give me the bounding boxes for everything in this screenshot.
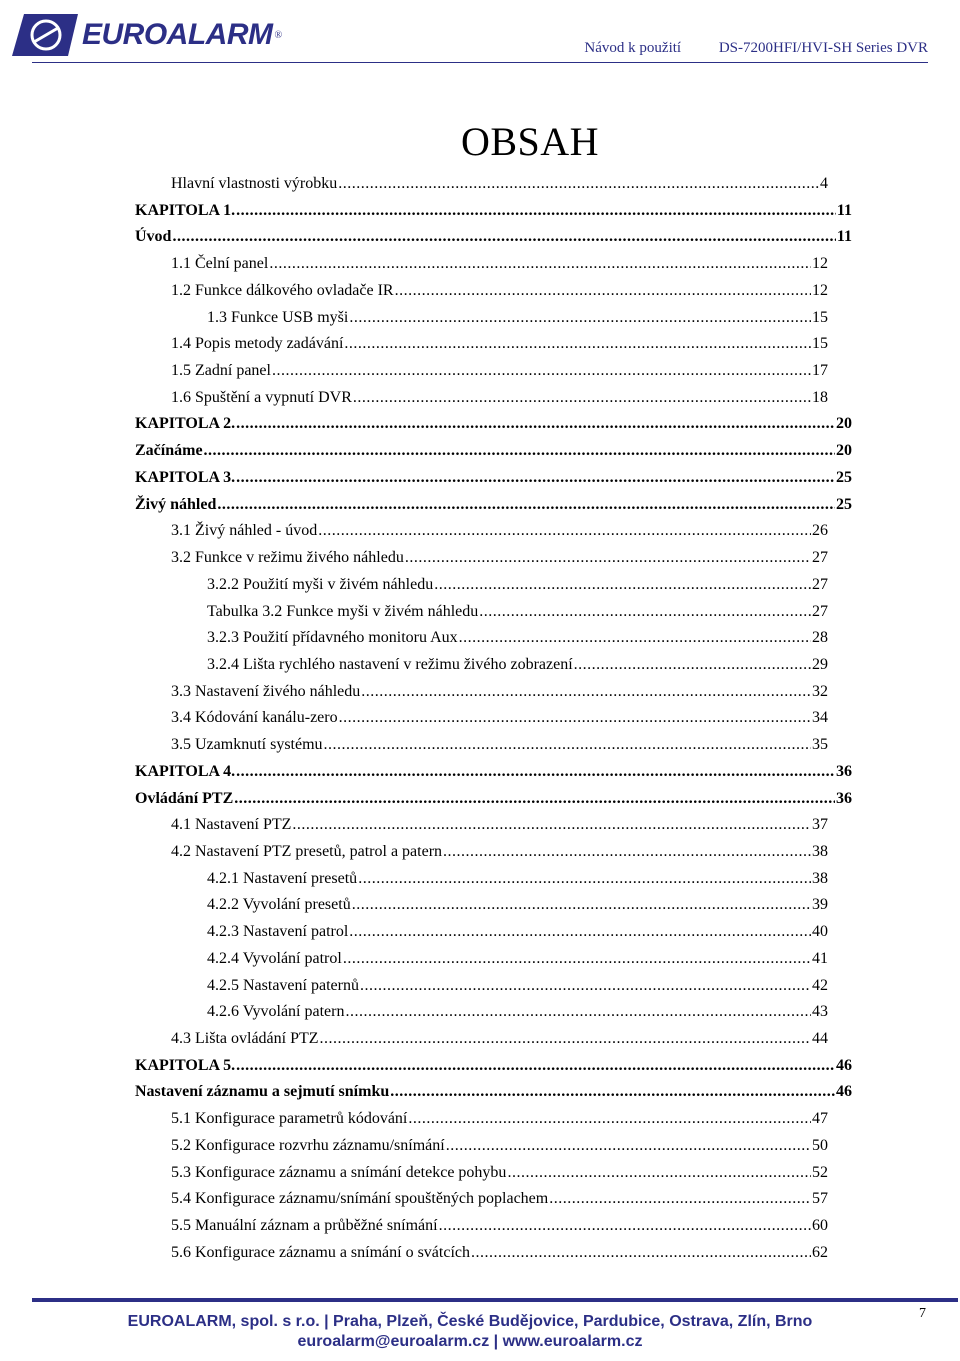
toc-entry-label: Ovládání PTZ bbox=[135, 789, 234, 807]
toc-entry-page: 18 bbox=[812, 388, 828, 406]
toc-entry-label: 3.2.4 Lišta rychlého nastavení v režimu živého zobrazení bbox=[207, 655, 573, 673]
toc-entry-label: KAPITOLA 2. bbox=[135, 415, 236, 433]
toc-entry-label: Živý náhled bbox=[135, 495, 217, 513]
toc-entry-page: 47 bbox=[812, 1110, 828, 1128]
header-doc-type: Návod k použití bbox=[584, 40, 682, 56]
toc-entry-label: KAPITOLA 1. bbox=[135, 201, 236, 219]
toc-entry-page: 50 bbox=[812, 1136, 828, 1154]
toc-dot-leader bbox=[361, 681, 811, 703]
toc-entry[interactable] bbox=[207, 975, 828, 997]
euroalarm-logo-icon bbox=[10, 12, 80, 58]
toc-entry-label: 1.2 Funkce dálkového ovladače IR bbox=[171, 281, 394, 299]
toc-dot-leader bbox=[324, 734, 811, 756]
toc-entry-page: 44 bbox=[812, 1030, 828, 1048]
toc-entry[interactable] bbox=[135, 200, 852, 222]
toc-dot-leader bbox=[318, 520, 811, 542]
toc-entry-page: 41 bbox=[812, 949, 828, 967]
toc-entry[interactable] bbox=[207, 601, 828, 623]
toc-entry[interactable] bbox=[171, 681, 828, 703]
toc-entry-page: 25 bbox=[836, 495, 852, 513]
toc-entry[interactable] bbox=[171, 814, 828, 836]
toc-entry[interactable] bbox=[171, 280, 828, 302]
toc-entry-label: 4.2.6 Vyvolání patern bbox=[207, 1003, 345, 1021]
toc-entry[interactable] bbox=[171, 1188, 828, 1210]
toc-dot-leader bbox=[353, 387, 811, 409]
toc-entry-page: 27 bbox=[812, 602, 828, 620]
toc-entry[interactable] bbox=[207, 921, 828, 943]
toc-entry-label: 3.2 Funkce v režimu živého náhledu bbox=[171, 549, 404, 567]
toc-entry-label: Nastavení záznamu a sejmutí snímku bbox=[135, 1083, 390, 1101]
toc-entry-page: 57 bbox=[812, 1190, 828, 1208]
toc-entry[interactable] bbox=[135, 413, 852, 435]
toc-entry[interactable] bbox=[171, 1162, 828, 1184]
toc-entry-label: 3.4 Kódování kanálu-zero bbox=[171, 709, 338, 727]
toc-entry[interactable] bbox=[171, 1242, 828, 1264]
toc-entry[interactable] bbox=[135, 1055, 852, 1077]
toc-entry[interactable] bbox=[171, 841, 828, 863]
toc-entry-label: 4.2.2 Vyvolání presetů bbox=[207, 896, 351, 914]
toc-dot-leader bbox=[236, 467, 835, 489]
toc-entry-label: KAPITOLA 5. bbox=[135, 1056, 236, 1074]
toc-entry[interactable] bbox=[171, 1215, 828, 1237]
toc-entry-page: 12 bbox=[812, 255, 828, 273]
toc-entry-label: 5.6 Konfigurace záznamu a snímání o svátcích bbox=[171, 1243, 470, 1261]
toc-entry-page: 43 bbox=[812, 1003, 828, 1021]
toc-dot-leader bbox=[459, 627, 811, 649]
toc-entry-page: 20 bbox=[836, 415, 852, 433]
footer-divider bbox=[32, 1298, 958, 1302]
toc-entry[interactable] bbox=[207, 307, 828, 329]
toc-entry-label: 1.5 Zadní panel bbox=[171, 362, 271, 380]
header-divider bbox=[32, 62, 928, 63]
toc-dot-leader bbox=[549, 1188, 811, 1210]
toc-entry-label: 3.2.3 Použití přídavného monitoru Aux bbox=[207, 629, 458, 647]
header-doc-model: DS-7200HFI/HVI-SH Series DVR bbox=[718, 40, 928, 56]
toc-entry-label: 4.3 Lišta ovládání PTZ bbox=[171, 1030, 319, 1048]
toc-entry-page: 32 bbox=[812, 682, 828, 700]
toc-entry[interactable] bbox=[171, 173, 828, 195]
toc-entry-page: 62 bbox=[812, 1243, 828, 1261]
toc-entry[interactable] bbox=[207, 894, 828, 916]
toc-entry[interactable] bbox=[135, 788, 852, 810]
toc-dot-leader bbox=[236, 413, 835, 435]
toc-entry[interactable] bbox=[135, 1081, 852, 1103]
toc-dot-leader bbox=[339, 707, 811, 729]
toc-entry-page: 17 bbox=[812, 362, 828, 380]
toc-entry-page: 42 bbox=[812, 976, 828, 994]
toc-entry-label: Začínáme bbox=[135, 442, 203, 460]
toc-entry-page: 36 bbox=[836, 762, 852, 780]
toc-dot-leader bbox=[338, 173, 819, 195]
toc-dot-leader bbox=[360, 975, 811, 997]
toc-entry[interactable] bbox=[135, 467, 852, 489]
toc-dot-leader bbox=[446, 1135, 811, 1157]
toc-entry-page: 34 bbox=[812, 709, 828, 727]
toc-entry[interactable] bbox=[171, 387, 828, 409]
toc-entry[interactable] bbox=[171, 360, 828, 382]
footer-company-line: EUROALARM, spol. s r.o. | Praha, Plzeň, České Budějovice, Pardubice, Ostrava, Zlín, Brno bbox=[127, 1313, 813, 1330]
toc-dot-leader bbox=[349, 307, 811, 329]
toc-entry-page: 4 bbox=[820, 175, 828, 192]
toc-entry-label: 1.4 Popis metody zadávání bbox=[171, 335, 344, 353]
toc-entry[interactable] bbox=[171, 707, 828, 729]
toc-dot-leader bbox=[234, 788, 835, 810]
toc-entry-page: 20 bbox=[836, 442, 852, 460]
header-document-info bbox=[550, 40, 928, 57]
toc-entry-label: Úvod bbox=[135, 228, 172, 246]
toc-entry-page: 11 bbox=[836, 201, 852, 219]
toc-dot-leader bbox=[269, 253, 811, 275]
toc-entry[interactable] bbox=[135, 761, 852, 783]
toc-entry[interactable] bbox=[207, 1001, 828, 1023]
toc-entry-page: 35 bbox=[812, 736, 828, 754]
toc-dot-leader bbox=[434, 574, 811, 596]
toc-entry-label: 3.3 Nastavení živého náhledu bbox=[171, 682, 361, 700]
toc-entry[interactable] bbox=[171, 547, 828, 569]
toc-entry-label: 4.2.1 Nastavení presetů bbox=[207, 869, 358, 887]
toc-dot-leader bbox=[204, 440, 835, 462]
toc-dot-leader bbox=[443, 841, 811, 863]
toc-dot-leader bbox=[574, 654, 811, 676]
toc-entry-page: 36 bbox=[836, 789, 852, 807]
toc-entry-label: 1.3 Funkce USB myši bbox=[207, 308, 349, 326]
toc-dot-leader bbox=[507, 1162, 811, 1184]
toc-entry-page: 46 bbox=[836, 1056, 852, 1074]
toc-entry-label: 4.2 Nastavení PTZ presetů, patrol a patern bbox=[171, 843, 443, 860]
toc-entry-label: 5.2 Konfigurace rozvrhu záznamu/snímání bbox=[171, 1136, 445, 1154]
toc-entry-label: 5.4 Konfigurace záznamu/snímání spouštěných poplachem bbox=[171, 1190, 549, 1208]
toc-entry[interactable] bbox=[207, 948, 828, 970]
toc-dot-leader bbox=[471, 1242, 811, 1264]
page-footer bbox=[0, 1312, 960, 1352]
toc-entry-page: 40 bbox=[812, 923, 828, 941]
toc-dot-leader bbox=[236, 1055, 835, 1077]
toc-entry[interactable] bbox=[207, 574, 828, 596]
page-header bbox=[0, 0, 960, 70]
toc-dot-leader bbox=[345, 1001, 811, 1023]
toc-dot-leader bbox=[343, 948, 811, 970]
toc-entry-page: 39 bbox=[812, 896, 828, 914]
toc-entry[interactable] bbox=[207, 868, 828, 890]
toc-entry-page: 27 bbox=[812, 549, 828, 567]
toc-entry[interactable] bbox=[171, 253, 828, 275]
toc-entry[interactable] bbox=[171, 1108, 828, 1130]
toc-entry-label: 5.5 Manuální záznam a průběžné snímání bbox=[171, 1217, 438, 1235]
page-number: 7 bbox=[919, 1306, 926, 1321]
euroalarm-logo bbox=[10, 12, 282, 58]
logo-registered-mark: ® bbox=[274, 29, 283, 41]
toc-entry-label: 1.1 Čelní panel bbox=[171, 255, 269, 273]
toc-entry-page: 46 bbox=[836, 1083, 852, 1101]
toc-entry-label: Hlavní vlastnosti výrobku bbox=[171, 175, 338, 192]
toc-dot-leader bbox=[439, 1215, 811, 1237]
toc-entry-page: 38 bbox=[812, 843, 828, 860]
toc-entry[interactable] bbox=[135, 226, 852, 248]
toc-entry[interactable] bbox=[207, 654, 828, 676]
toc-dot-leader bbox=[395, 280, 811, 302]
toc-dot-leader bbox=[236, 761, 835, 783]
toc-entry[interactable] bbox=[171, 333, 828, 355]
toc-entry-page: 15 bbox=[812, 308, 828, 326]
toc-entry-page: 60 bbox=[812, 1217, 828, 1235]
toc-entry-label: 4.2.4 Vyvolání patrol bbox=[207, 949, 342, 967]
toc-entry-page: 29 bbox=[812, 655, 828, 673]
logo-text: EUROALARM bbox=[82, 18, 273, 51]
toc-dot-leader bbox=[405, 547, 811, 569]
toc-entry-page: 52 bbox=[812, 1163, 828, 1181]
toc-entry-label: 5.3 Konfigurace záznamu a snímání detekce pohybu bbox=[171, 1163, 507, 1181]
toc-dot-leader bbox=[217, 494, 835, 516]
toc-dot-leader bbox=[272, 360, 811, 382]
toc-entry-page: 27 bbox=[812, 575, 828, 593]
toc-entry-label: 4.2.5 Nastavení paternů bbox=[207, 976, 359, 994]
toc-entry-label: 4.1 Nastavení PTZ bbox=[171, 816, 292, 834]
toc-dot-leader bbox=[352, 894, 811, 916]
toc-entry[interactable] bbox=[171, 1028, 828, 1050]
toc-entry-page: 11 bbox=[836, 228, 852, 246]
toc-entry[interactable] bbox=[171, 520, 828, 542]
toc-dot-leader bbox=[344, 333, 811, 355]
toc-dot-leader bbox=[236, 200, 836, 222]
toc-dot-leader bbox=[479, 601, 811, 623]
toc-entry-page: 37 bbox=[812, 816, 828, 834]
toc-entry[interactable] bbox=[135, 494, 852, 516]
toc-entry-label: Tabulka 3.2 Funkce myši v živém náhledu bbox=[207, 602, 479, 620]
toc-dot-leader bbox=[408, 1108, 811, 1130]
toc-dot-leader bbox=[172, 226, 835, 248]
toc-entry-label: 3.1 Živý náhled - úvod bbox=[171, 522, 318, 540]
toc-entry-label: 3.5 Uzamknutí systému bbox=[171, 736, 323, 754]
toc-dot-leader bbox=[358, 868, 811, 890]
footer-contact-line: euroalarm@euroalarm.cz | www.euroalarm.cz bbox=[297, 1333, 643, 1350]
toc-entry-label: KAPITOLA 3. bbox=[135, 468, 236, 486]
toc-entry-label: 5.1 Konfigurace parametrů kódování bbox=[171, 1110, 408, 1128]
toc-dot-leader bbox=[390, 1081, 835, 1103]
page-title: OBSAH bbox=[460, 119, 600, 164]
toc-entry[interactable] bbox=[171, 1135, 828, 1157]
toc-entry-label: 1.6 Spuštění a vypnutí DVR bbox=[171, 388, 352, 406]
toc-dot-leader bbox=[349, 921, 811, 943]
toc-dot-leader bbox=[292, 814, 811, 836]
toc-entry-page: 38 bbox=[812, 869, 828, 887]
toc-entry-page: 12 bbox=[812, 281, 828, 299]
toc-entry[interactable] bbox=[135, 440, 852, 462]
toc-dot-leader bbox=[320, 1028, 811, 1050]
toc-entry-page: 25 bbox=[836, 468, 852, 486]
toc-entry-page: 26 bbox=[812, 522, 828, 540]
toc-entry-label: 3.2.2 Použití myši v živém náhledu bbox=[207, 575, 434, 593]
toc-entry[interactable] bbox=[171, 734, 828, 756]
toc-entry[interactable] bbox=[207, 627, 828, 649]
toc-entry-page: 15 bbox=[812, 335, 828, 353]
toc-entry-page: 28 bbox=[812, 629, 828, 647]
toc-entry-label: KAPITOLA 4. bbox=[135, 762, 236, 780]
toc-entry-label: 4.2.3 Nastavení patrol bbox=[207, 923, 349, 941]
